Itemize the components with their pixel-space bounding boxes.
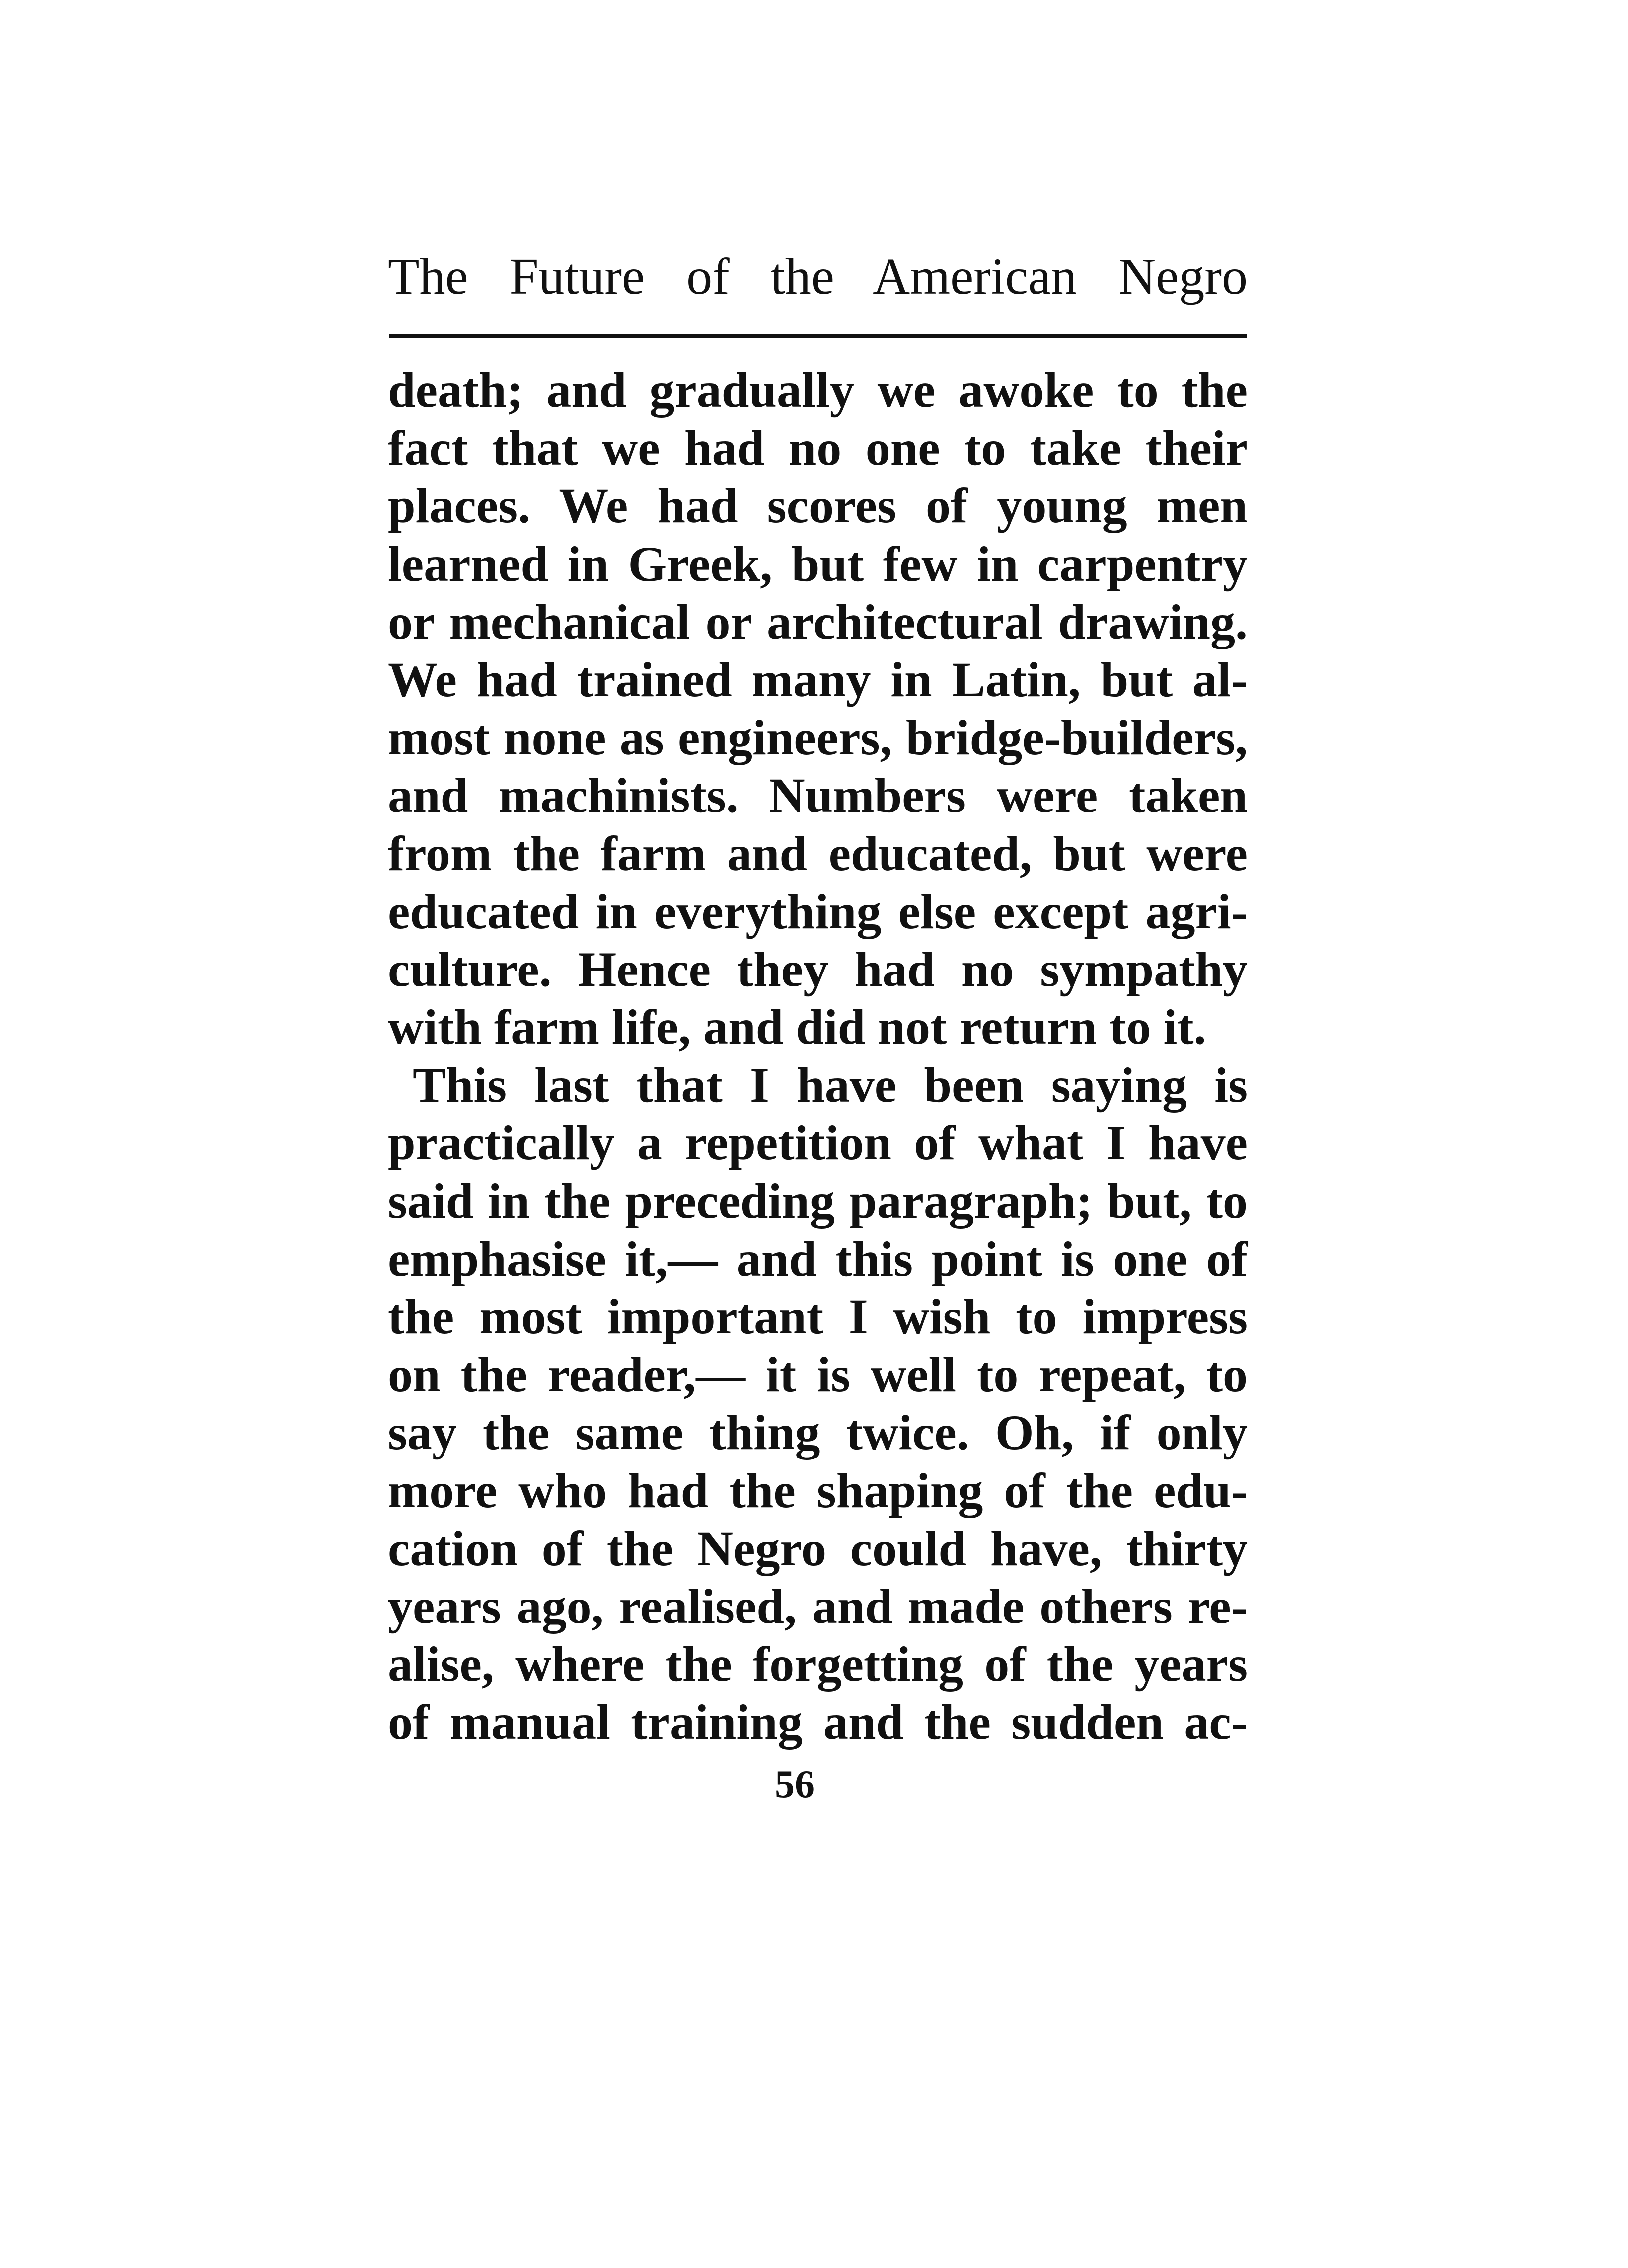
- text-line: and machinists. Numbers were taken: [388, 768, 1248, 823]
- text-line: from the farm and educated, but were: [388, 825, 1248, 881]
- text-line: most none as engineers, bridge-builders,: [388, 710, 1248, 766]
- text-line: on the reader,— it is well to repeat, to: [388, 1347, 1248, 1403]
- text-line: educated in everything else except agri-: [388, 883, 1248, 939]
- text-line: or mechanical or architectural drawing.: [388, 594, 1248, 649]
- text-line: practically a repetition of what I have: [388, 1115, 1248, 1171]
- text-line: years ago, realised, and made others re-: [388, 1578, 1248, 1634]
- text-line: This last that I have been saying is: [413, 1057, 1248, 1113]
- header-rule: [389, 334, 1247, 338]
- text-line: learned in Greek, but few in carpentry: [388, 536, 1248, 592]
- text-line: cation of the Negro could have, thirty: [388, 1520, 1248, 1576]
- text-line: We had trained many in Latin, but al-: [388, 651, 1248, 707]
- text-line: of manual training and the sudden ac-: [388, 1694, 1248, 1750]
- body-text: [388, 361, 1248, 1752]
- text-line: death; and gradually we awoke to the: [388, 362, 1248, 418]
- page-number: 56: [775, 1763, 815, 1806]
- running-header: The Future of the American Negro: [388, 248, 1248, 305]
- text-line: more who had the shaping of the edu-: [388, 1462, 1248, 1518]
- text-line: fact that we had no one to take their: [388, 420, 1248, 476]
- text-line: emphasise it,— and this point is one of: [388, 1231, 1248, 1287]
- text-line: culture. Hence they had no sympathy: [388, 941, 1248, 997]
- text-line: with farm life, and did not return to it.: [388, 999, 1206, 1055]
- text-line: alise, where the forgetting of the years: [388, 1636, 1248, 1692]
- text-line: said in the preceding paragraph; but, to: [388, 1173, 1248, 1229]
- text-line: places. We had scores of young men: [388, 478, 1248, 534]
- text-line: the most important I wish to impress: [388, 1289, 1248, 1344]
- text-line: say the same thing twice. Oh, if only: [388, 1405, 1248, 1460]
